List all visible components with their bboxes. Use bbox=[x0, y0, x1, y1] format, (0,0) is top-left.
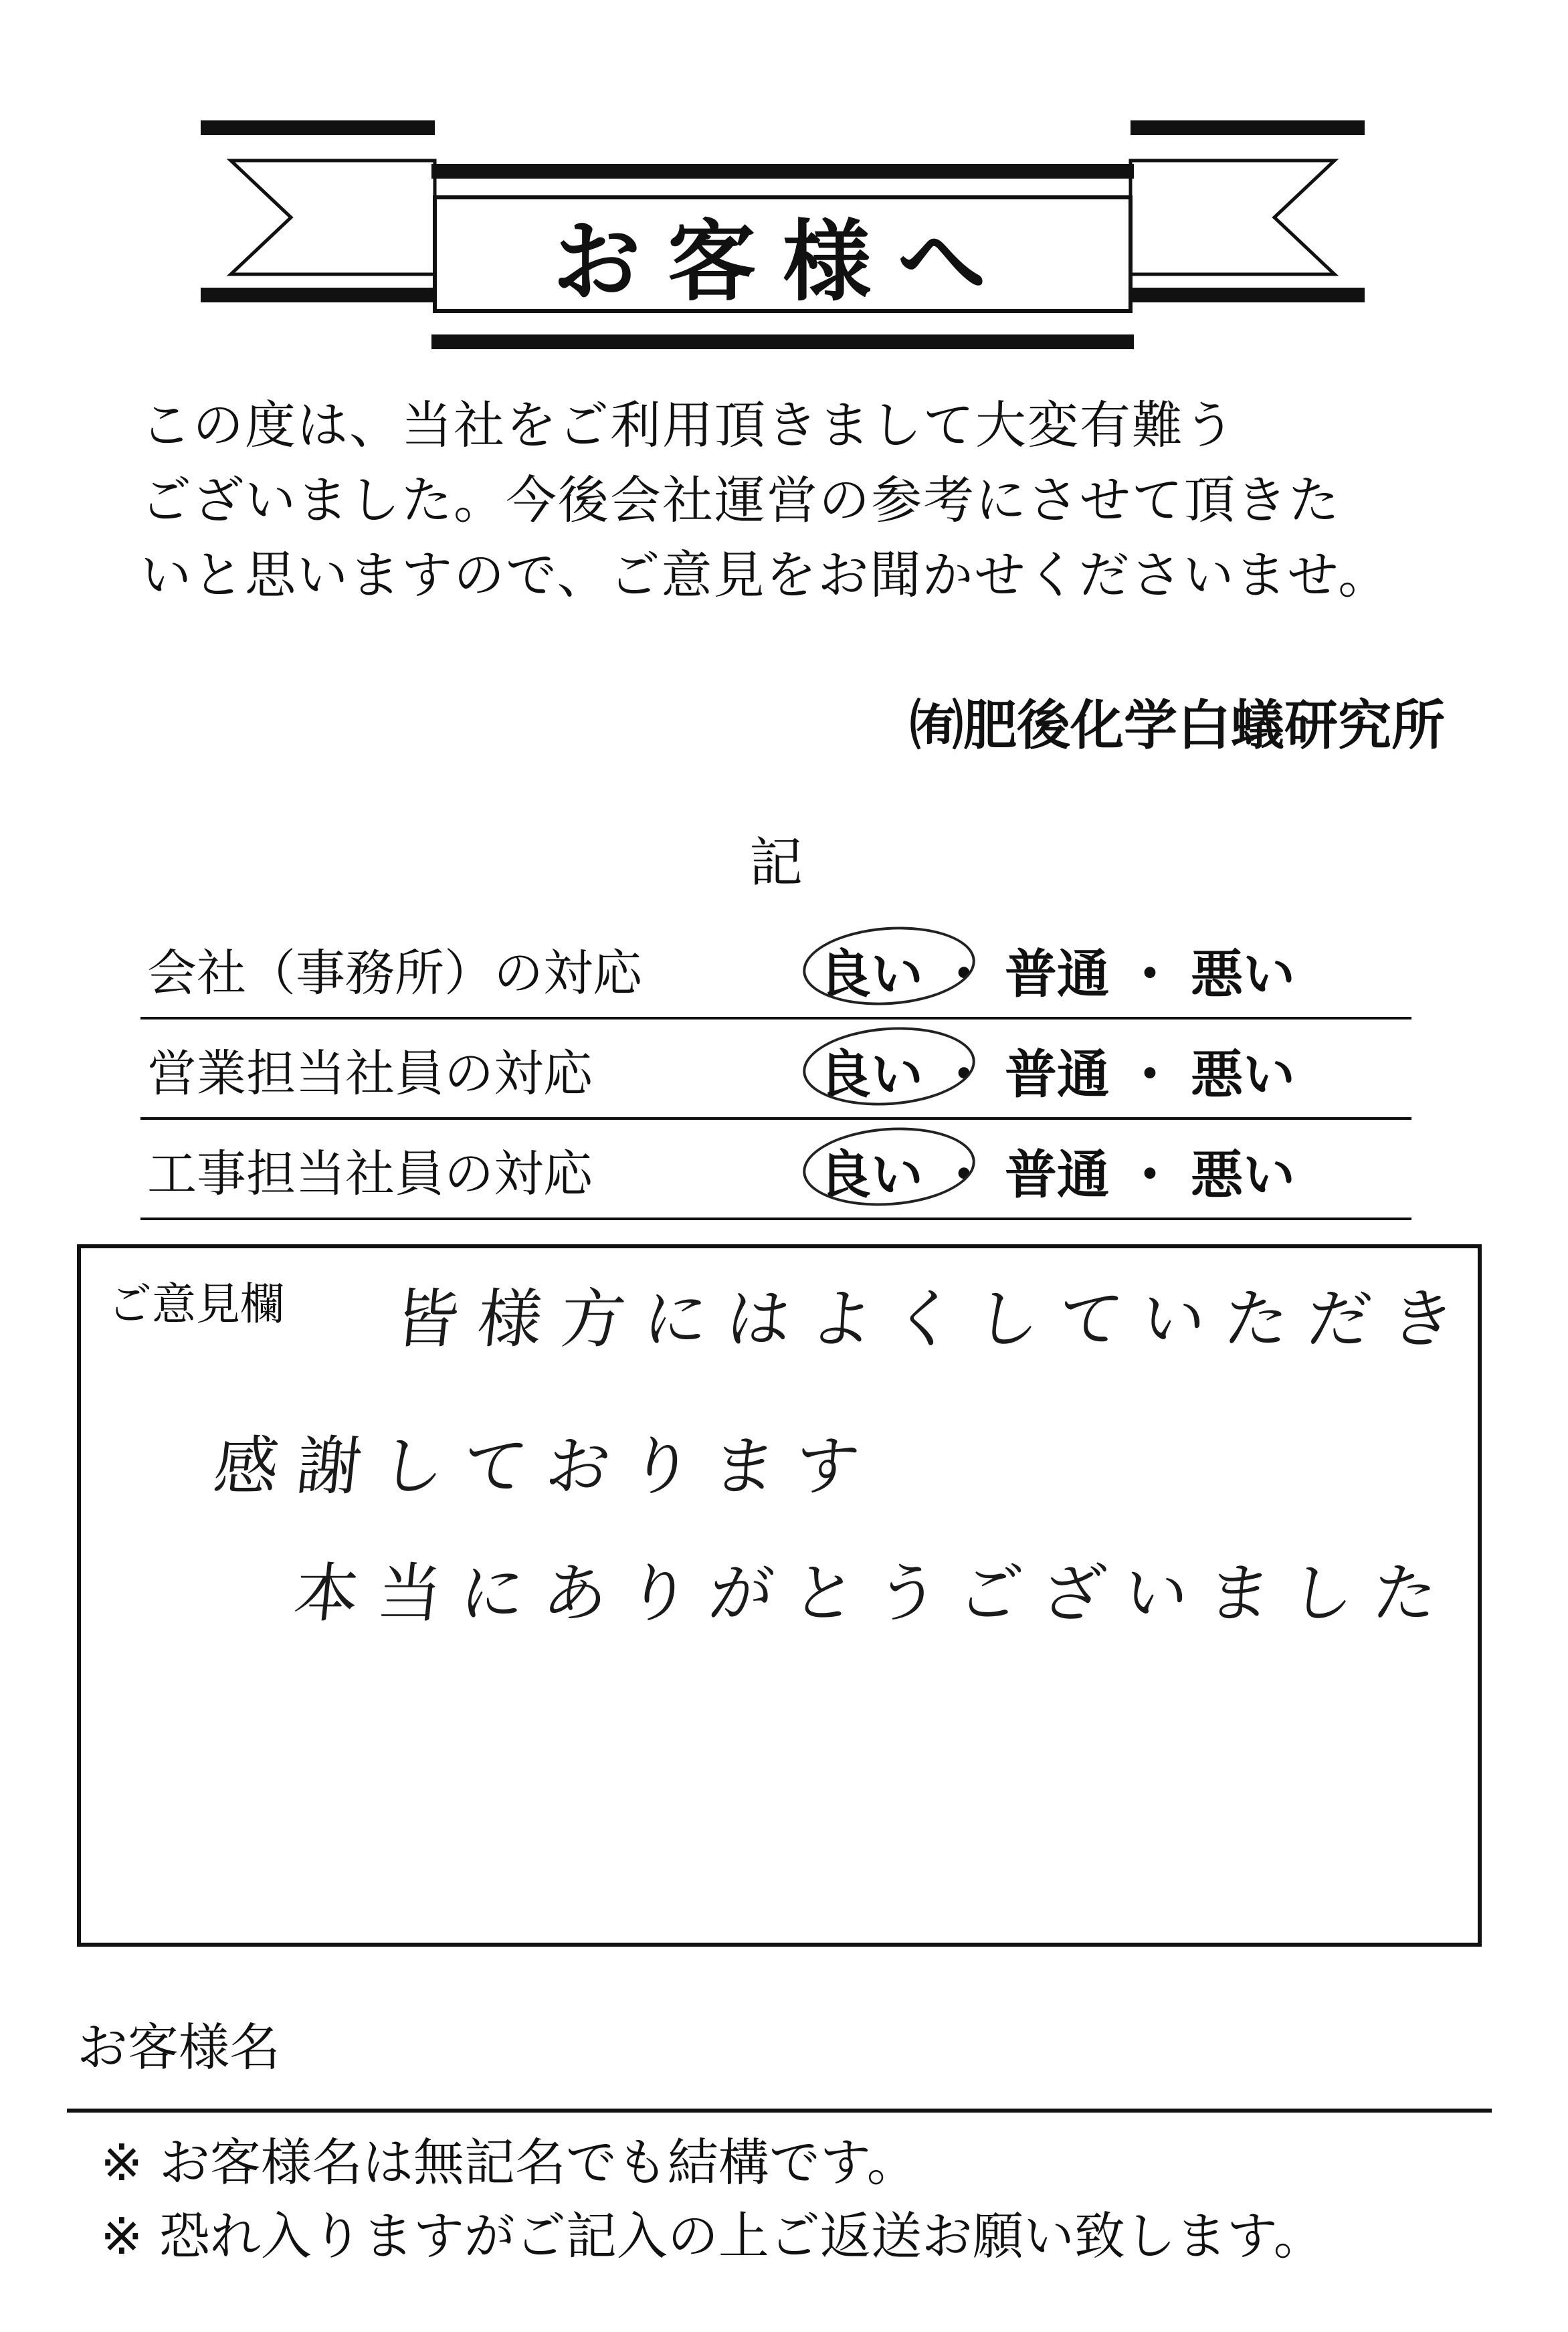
option-good-label: 良い bbox=[819, 945, 924, 1005]
title-banner bbox=[0, 0, 1568, 375]
handwritten-comment-line: 本当にありがとうございました bbox=[290, 1556, 1460, 1631]
banner-right-ribbon bbox=[1131, 120, 1365, 302]
notes bbox=[100, 2126, 1325, 2273]
note-line: ※ 恐れ入りますがご記入の上ご返送お願い致します。 bbox=[100, 2206, 1325, 2266]
option-good-label: 良い bbox=[819, 1045, 924, 1105]
handwritten-comment-line: 感謝しております bbox=[210, 1429, 882, 1504]
rating-label: 会社（事務所）の対応 bbox=[147, 945, 642, 1002]
rating-options bbox=[816, 933, 1298, 1007]
separator: ・ bbox=[938, 1145, 991, 1205]
option-good[interactable] bbox=[816, 933, 926, 1007]
separator: ・ bbox=[1124, 945, 1177, 1005]
rating-label: 工事担当社員の対応 bbox=[147, 1145, 593, 1203]
option-good[interactable] bbox=[816, 1133, 926, 1208]
intro-paragraph bbox=[140, 388, 1445, 613]
rating-options bbox=[816, 1033, 1298, 1108]
option-bad[interactable]: 悪い bbox=[1191, 1145, 1296, 1205]
banner-left-ribbon bbox=[201, 120, 435, 302]
note-line: ※ お客様名は無記名でも結構です。 bbox=[100, 2133, 918, 2192]
rating-label: 営業担当社員の対応 bbox=[147, 1045, 593, 1102]
option-normal[interactable]: 普通 bbox=[1005, 1145, 1110, 1205]
intro-line: この度は、当社をご利用頂きまして大変有難う bbox=[140, 395, 1236, 455]
handwritten-comment-line: 皆様方にはよくしていただき bbox=[391, 1282, 1478, 1357]
separator: ・ bbox=[938, 945, 991, 1005]
record-heading: 記 bbox=[749, 832, 803, 894]
intro-line: ございました。今後会社運営の参考にさせて頂きた bbox=[140, 470, 1341, 530]
customer-name-label: お客様名 bbox=[77, 2018, 280, 2077]
page-title: お客様へ bbox=[553, 210, 1013, 314]
rating-row-construction bbox=[140, 1117, 1411, 1220]
comment-label: ご意見欄 bbox=[108, 1278, 284, 1330]
option-normal[interactable]: 普通 bbox=[1005, 1045, 1110, 1105]
rating-row-sales bbox=[140, 1017, 1411, 1120]
customer-name-field[interactable] bbox=[67, 2109, 1492, 2113]
company-name: ㈲肥後化学白蟻研究所 bbox=[910, 694, 1445, 757]
option-good-label: 良い bbox=[819, 1145, 924, 1205]
option-bad[interactable]: 悪い bbox=[1191, 1045, 1296, 1105]
rating-row-office bbox=[140, 916, 1411, 1019]
rating-options bbox=[816, 1133, 1298, 1208]
intro-line: いと思いますので、ご意見をお聞かせくださいませ。 bbox=[140, 545, 1391, 605]
separator: ・ bbox=[938, 1045, 991, 1105]
option-good[interactable] bbox=[816, 1033, 926, 1108]
option-bad[interactable]: 悪い bbox=[1191, 945, 1296, 1005]
comment-box[interactable] bbox=[77, 1244, 1482, 1947]
separator: ・ bbox=[1124, 1145, 1177, 1205]
option-normal[interactable]: 普通 bbox=[1005, 945, 1110, 1005]
separator: ・ bbox=[1124, 1045, 1177, 1105]
